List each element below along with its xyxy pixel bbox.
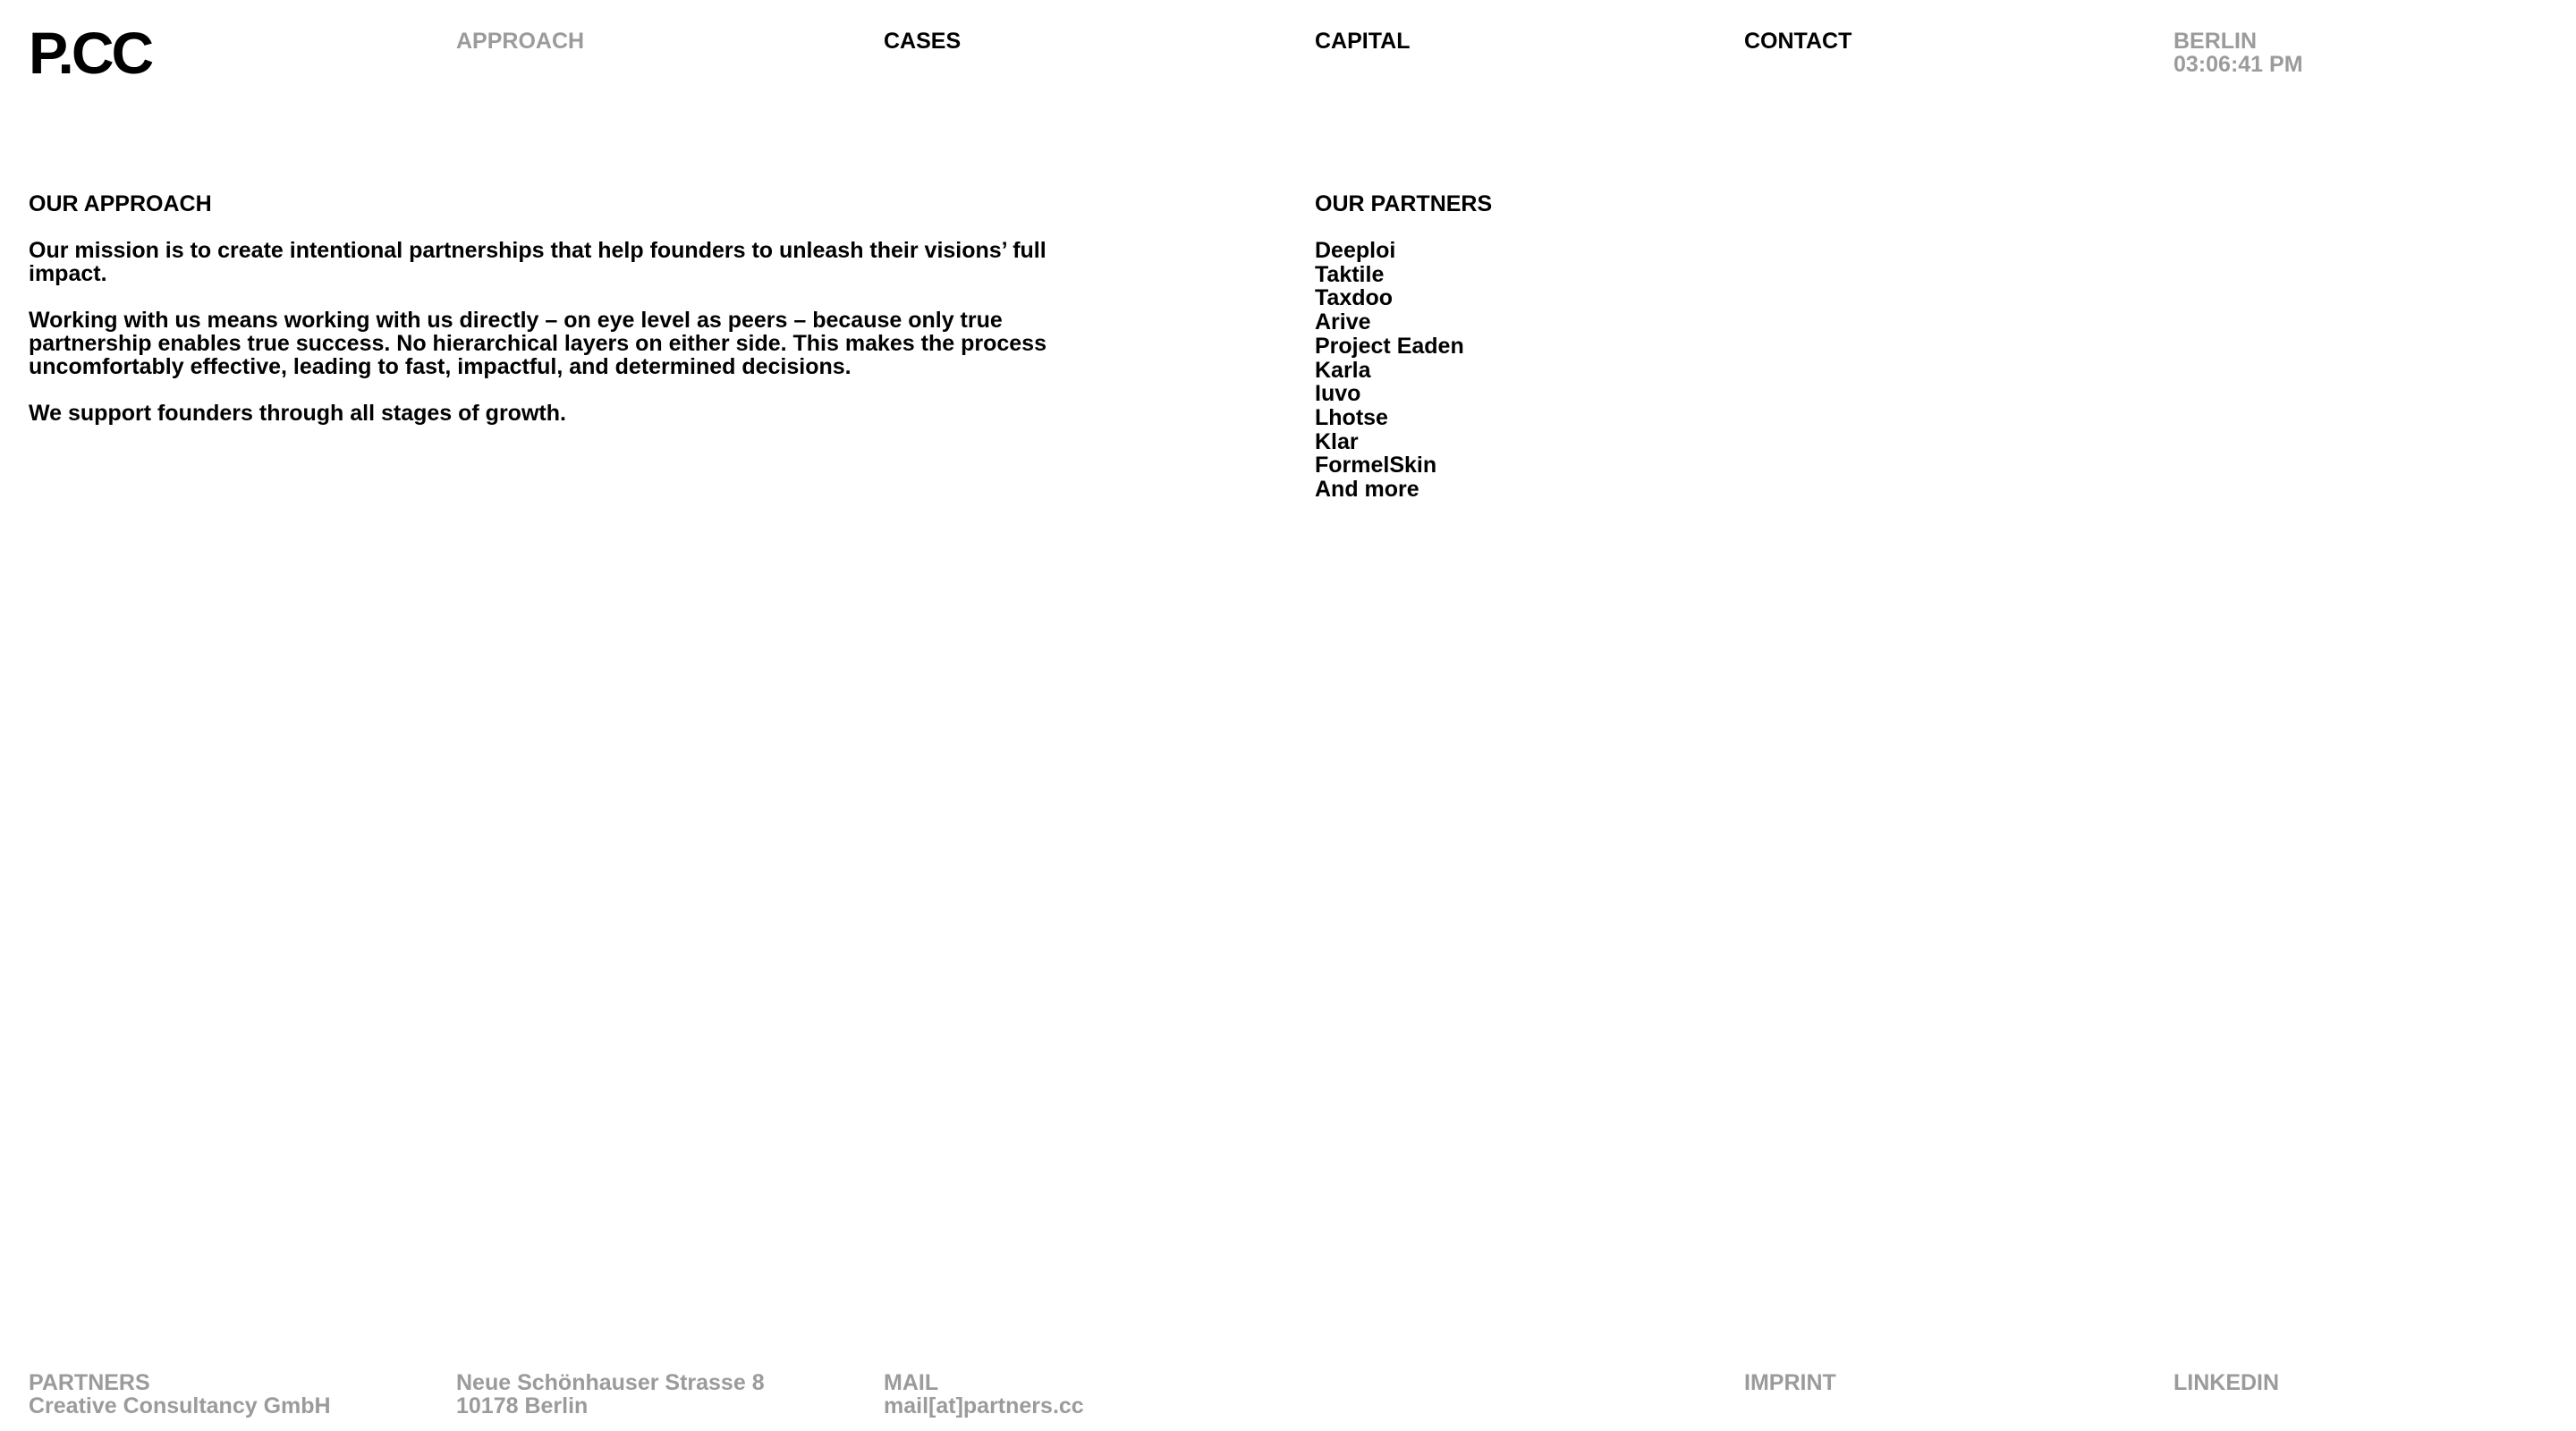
footer-company-name: PARTNERS <box>29 1370 150 1395</box>
partners-heading: OUR PARTNERS <box>1315 191 1493 216</box>
footer-imprint <box>1744 1371 1836 1394</box>
partner-item: Karla <box>1315 357 1371 383</box>
nav-cases[interactable]: CASES <box>884 29 962 54</box>
partner-item: Arive <box>1315 309 1371 335</box>
footer-company-legal: Creative Consultancy GmbH <box>29 1393 331 1418</box>
partners-list <box>1315 239 1852 502</box>
logo[interactable]: P.CC <box>29 20 152 86</box>
footer-mail <box>884 1371 1084 1418</box>
partner-item: Taxdoo <box>1315 285 1394 311</box>
partners-section <box>1315 192 1852 502</box>
nav-contact[interactable]: CONTACT <box>1744 29 1852 54</box>
partner-item: Lhotse <box>1315 404 1388 430</box>
approach-section <box>29 192 1093 425</box>
partner-item: Klar <box>1315 428 1359 454</box>
approach-heading: OUR APPROACH <box>29 191 212 216</box>
clock-city: BERLIN <box>2174 29 2258 54</box>
footer-mail-link[interactable]: mail[at]partners.cc <box>884 1393 1084 1418</box>
nav-approach[interactable]: APPROACH <box>456 29 585 54</box>
approach-paragraph-mission: Our mission is to create intentional partnerships that help founders to unleash their visions’ full impact. <box>29 238 1046 286</box>
footer-address-street: Neue Schönhauser Strasse 8 <box>456 1370 765 1395</box>
partner-item: Project Eaden <box>1315 333 1464 359</box>
clock-time: 03:06:41 PM <box>2174 52 2303 77</box>
footer-linkedin <box>2174 1371 2279 1394</box>
berlin-clock <box>2174 30 2303 76</box>
nav-capital[interactable]: CAPITAL <box>1315 29 1411 54</box>
footer-address <box>456 1371 765 1418</box>
approach-paragraph-working: Working with us means working with us directly – on eye level as peers – because only true partnership enables true success. No hierarchical layers on either side. This makes the process uncomfortably effective, leading to fast, impactful, and determined decisions. <box>29 308 1046 379</box>
partner-item: Deeploi <box>1315 238 1396 263</box>
partner-item: Taktile <box>1315 261 1385 287</box>
partner-item: Iuvo <box>1315 381 1361 407</box>
partner-item: FormelSkin <box>1315 453 1437 478</box>
partner-item-more: And more <box>1315 477 1419 503</box>
imprint-link[interactable]: IMPRINT <box>1744 1370 1836 1395</box>
approach-paragraph-support: We support founders through all stages of growth. <box>29 401 566 426</box>
footer-mail-label: MAIL <box>884 1370 939 1395</box>
linkedin-link[interactable]: LINKEDIN <box>2174 1370 2280 1395</box>
footer-address-city: 10178 Berlin <box>456 1393 589 1418</box>
footer-company <box>29 1371 331 1418</box>
